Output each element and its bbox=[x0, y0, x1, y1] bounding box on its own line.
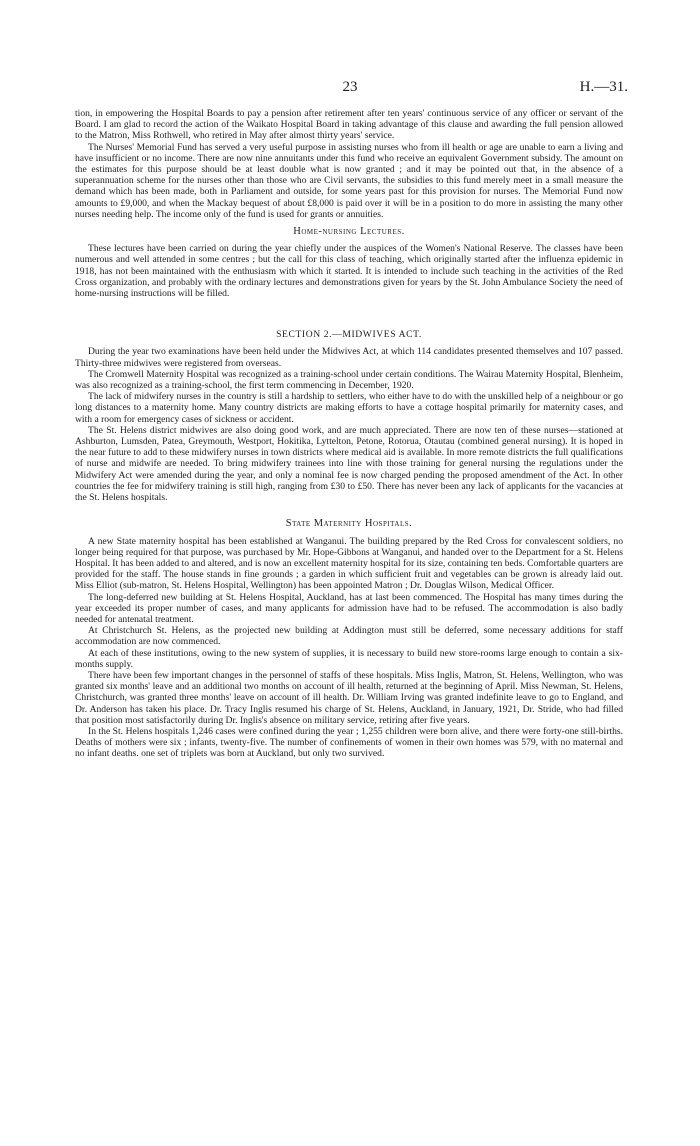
paragraph: In the St. Helens hospitals 1,246 cases were confined during the year ; 1,255 children were born alive, and there were forty-one still-births. Deaths of mothers were six ; infants, twenty-five. The number of confinements of women in their own homes was 579, with no maternal and no infant deaths. one set of triplets was born at Auckland, but only two survived. bbox=[75, 725, 623, 760]
paragraph: These lectures have been carried on during the year chiefly under the auspices of the Women's National Reserve. The classes have been numerous and well attended in some centres ; but the call for this class of teaching, which originally started after the influenza epidemic in 1918, has not been maintained with the enthusiasm with which it started. It is intended to include such teaching in the activities of the Red Cross organization, and probably with the ordinary lectures and demonstrations given for years by the St. John Ambulance Society the need of home-nursing instructions will be filled. bbox=[75, 243, 623, 300]
paragraph: The long-deferred new building at St. Helens Hospital, Auckland, has at last been commenced. The Hospital has many times during the year exceeded its proper number of cases, and many applicants for admission have had to be refused. The accommodation is also badly needed for antenatal treatment. bbox=[75, 591, 623, 625]
paragraph: At Christchurch St. Helens, as the projected new building at Addington must still be deferred, some necessary additions for staff accommodation are now commenced. bbox=[75, 625, 623, 648]
paragraph: The St. Helens district midwives are also doing good work, and are much appreciated. There are now ten of these nurses—stationed at Ashburton, Lumsden, Patea, Greymouth, Westport, Hokitika, Lyttelton, Petone, Rotorua, Otautau (combined general nursing). It is hoped in the near future to add to these midwifery nurses in town districts where medical aid is available. In more remote districts the full qualifications of nurse and midwife are needed. To bring midwifery trainees into line with those training for general nursing the regulations under the Midwifery Act were amended during the year, and only a nominal fee is now charged pending the proposed amendment of the Act. In other countries the fee for midwifery training is still high, ranging from £30 to £50. There has never been any lack of applicants for the vacancies at the St. Helens hospitals. bbox=[75, 424, 623, 504]
paragraph: At each of these institutions, owing to the new system of supplies, it is necessary to build new store-rooms large enough to contain a six-months supply. bbox=[75, 647, 623, 670]
paragraph: There have been few important changes in the personnel of staffs of these hospitals. Miss Inglis, Matron, St. Helens, Wellington, who was granted six months' leave and an additional two months on account of ill health, returned at the beginning of April. Miss Newman, St. Helens, Christchurch, was granted three months' leave on account of ill health. Dr. William Irving was granted indefinite leave to go to England, and Dr. Anderson has taken his place. Dr. Tracy Inglis resumed his charge of St. Helens, Auckland, in January, 1921, Dr. Stride, who had filled that position most satisfactorily during Dr. Inglis's absence on military service, retiring after five years. bbox=[75, 669, 623, 726]
body-text bbox=[75, 108, 623, 760]
home-nursing-heading: Home-nursing Lectures. bbox=[293, 226, 405, 238]
state-maternity-heading: State Maternity Hospitals. bbox=[285, 518, 413, 530]
document-reference: H.—31. bbox=[579, 79, 628, 95]
section-2-heading: SECTION 2.—MIDWIVES ACT. bbox=[276, 329, 422, 341]
paragraph: The Cromwell Maternity Hospital was recognized as a training-school under certain conditions. The Wairau Maternity Hospital, Blenheim, was also recognized as a training-school, the first term commencing in December, 1920. bbox=[75, 368, 623, 392]
paragraph: During the year two examinations have been held under the Midwives Act, at which 114 candidates presented themselves and 107 passed. Thirty-three midwives were registered from overseas. bbox=[75, 346, 623, 369]
paragraph: tion, in empowering the Hospital Boards to pay a pension after retirement after ten years' continuous service of any officer or servant of the Board. I am glad to record the action of the Waikato Hospital Board in taking advantage of this clause and awarding the full pension allowed to the Matron, Miss Rothwell, who retired in May after almost thirty years' service. bbox=[75, 108, 623, 142]
page-number: 23 bbox=[342, 79, 358, 95]
paragraph: The Nurses' Memorial Fund has served a very useful purpose in assisting nurses who from ill health or age are unable to earn a living and have insufficient or no income. There are now nine annuitants under this fund who receive an equivalent Government subsidy. The amount on the estimates for this purpose should be at least double what is now granted ; and it may be pointed out that, in the absence of a superannuation scheme for the nurses other than those who are Civil servants, the subsidies to this fund merely meet in a small measure the demand which has been made, both in Parliament and outside, for some years past for this provision for nurses. The Memorial Fund now amounts to £9,000, and when the Mackay bequest of about £8,000 is paid over it will be in a position to do more in assisting the many other nurses needing help. The income only of the fund is used for grants or annuities. bbox=[75, 141, 623, 220]
paragraph: The lack of midwifery nurses in the country is still a hardship to settlers, who either have to do with the unskilled help of a neighbour or go long distances to a maternity home. Many country districts are making efforts to have a cottage hospital primarily for maternity cases, and with a room for emergency cases of sickness or accident. bbox=[75, 391, 623, 425]
paragraph: A new State maternity hospital has been established at Wanganui. The building prepared by the Red Cross for convalescent soldiers, no longer being required for that purpose, was purchased by Mr. Hope-Gibbons at Wanganui, and handed over to the Department for a St. Helens Hospital. It has been added to and altered, and is now an excellent maternity hospital for its size, containing ten beds. Comfortable quarters are provided for the staff. The house stands in fine grounds ; a garden in which sufficient fruit and vegetables can be grown is already laid out. Miss Elliot (sub-matron, St. Helens Hospital, Wellington) has been appointed Matron ; Dr. Douglas Wilson, Medical Officer. bbox=[75, 535, 624, 592]
